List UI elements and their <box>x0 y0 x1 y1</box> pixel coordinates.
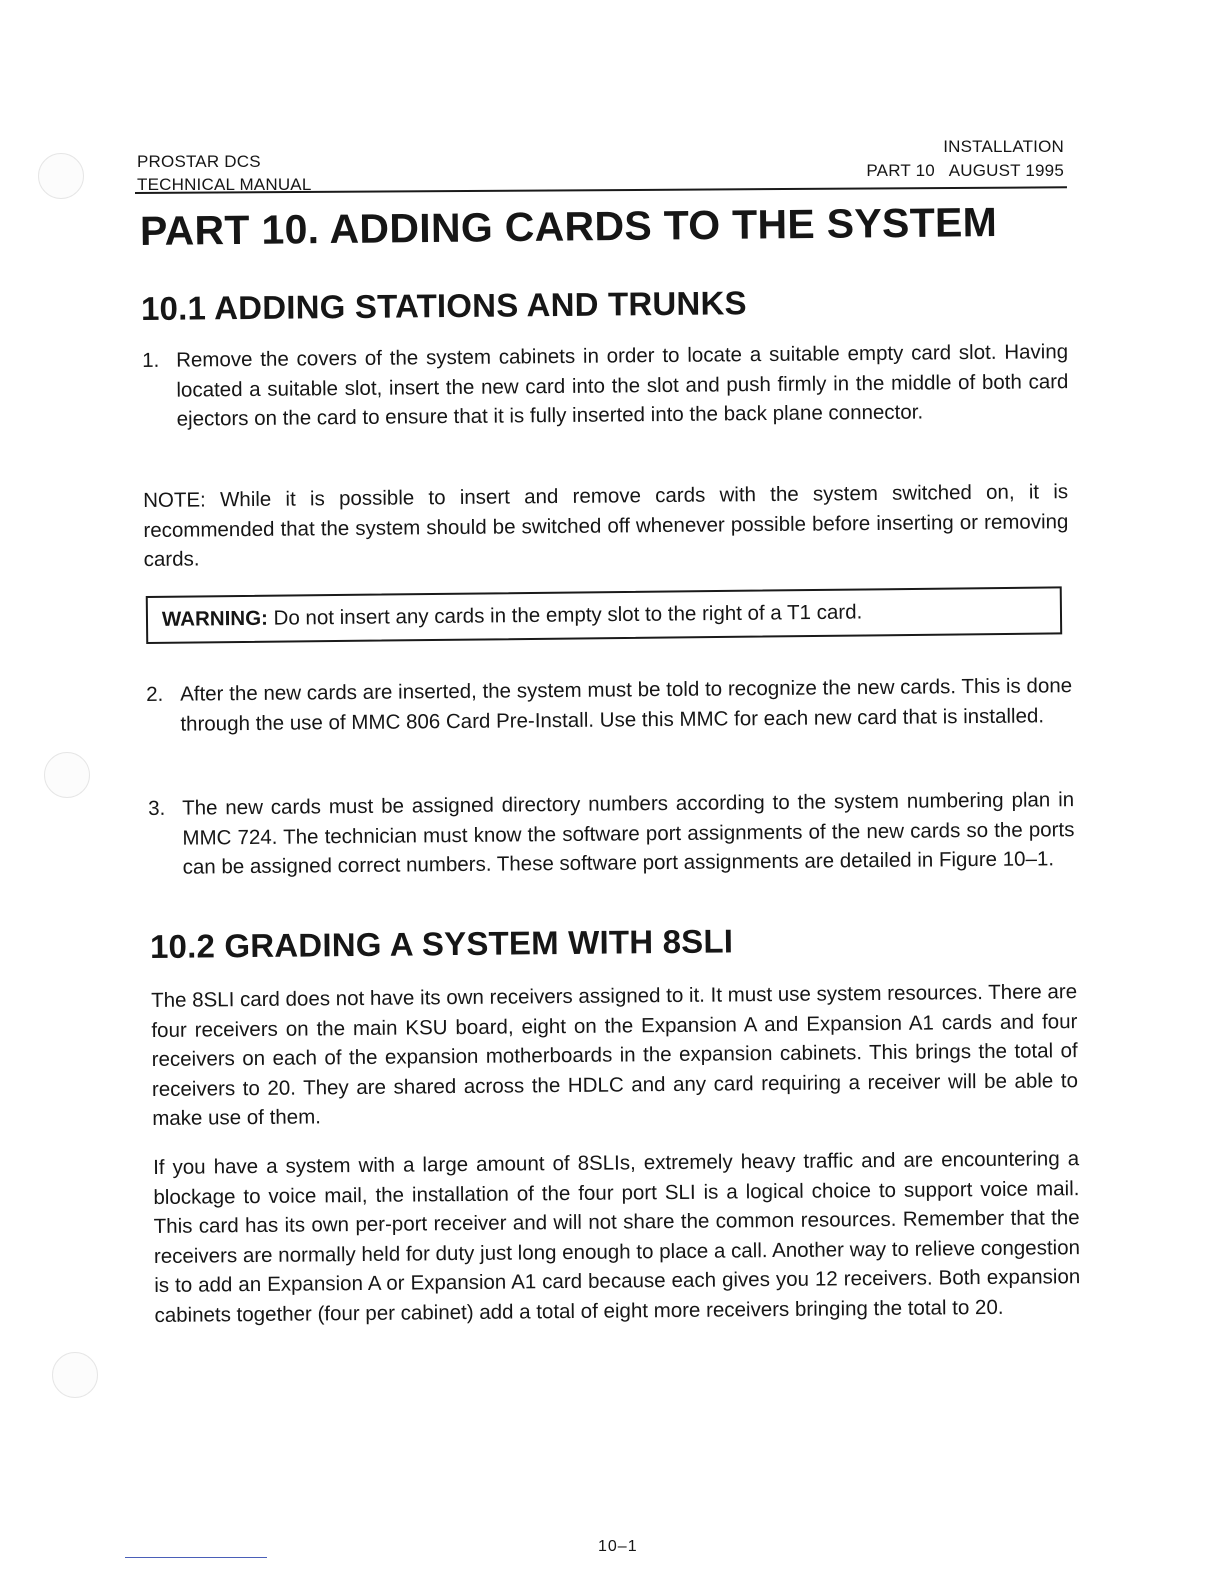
header-product: PROSTAR DCS <box>137 152 261 171</box>
page-number: 10–1 <box>598 1538 638 1555</box>
list-item-1 <box>142 337 1069 434</box>
warning-box <box>146 586 1062 644</box>
list-item-text: After the new cards are inserted, the system must be told to recognize the new cards. This is done through the use of MMC 806 Card Pre-Install. Use this MMC for each new card that is installed. <box>180 674 1073 736</box>
punch-hole-middle <box>44 752 90 798</box>
list-item-number: 3. <box>148 796 166 820</box>
note-paragraph: NOTE: While it is possible to insert and remove cards with the system switched on, it is recommended that the system should be switched off whenever possible before inserting or removing cards. <box>143 480 1069 571</box>
list-item-3 <box>148 785 1075 882</box>
header-left <box>137 150 312 196</box>
list-item-2 <box>146 671 1073 739</box>
page-title: PART 10. ADDING CARDS TO THE SYSTEM <box>139 199 998 254</box>
header-section: INSTALLATION <box>943 137 1064 156</box>
list-item-number: 2. <box>146 682 164 706</box>
grading-paragraph-2: If you have a system with a large amount of 8SLIs, extremely heavy traffic and are encountering a blockage to voice mail, the installation of the four port SLI is a logical choice to support voice mail. This card has its own per-port receiver and will not share the common resources. Remember that the receivers are normally held for duty just long enough to place a call. Another way to relieve congestion is to add an Expansion A or Expansion A1 card because each gives you 12 receivers. Both expansion cabinets together (four per cabinet) add a total of eight more receivers bringing the total to 20. <box>153 1147 1081 1327</box>
list-item-text: Remove the covers of the system cabinets in order to locate a suitable empty card slot. Having located a suitable slot, insert the new card into the slot and push firmly in the middle of both card ejectors on the card to ensure that it is fully inserted into the back plane connector. <box>176 340 1069 431</box>
header-right <box>866 135 1064 183</box>
warning-message: Do not insert any cards in the empty slot to the right of a T1 card. <box>267 600 863 630</box>
grading-paragraph-1: The 8SLI card does not have its own receivers assigned to it. It must use system resources. There are four receivers on the main KSU board, eight on the Expansion A and Expansion A1 cards and four receivers on each of the expansion motherboards in the expansion cabinets. This brings the total of receivers to 20. They are shared across the HDLC and any card requiring a receiver will be able to make use of them. <box>151 980 1079 1130</box>
section-heading-10-1: 10.1 ADDING STATIONS AND TRUNKS <box>140 284 747 327</box>
warning-text <box>162 600 863 631</box>
list-item-number: 1. <box>142 348 160 372</box>
header-manual: TECHNICAL MANUAL <box>137 175 312 194</box>
punch-hole-bottom <box>52 1352 98 1398</box>
list-item-text: The new cards must be assigned directory numbers according to the system numbering plan in MMC 724. The technician must know the software port assignments of the new cards so the ports can be assigned correct numbers. These software port assignments are detailed in Figure 10–1. <box>182 788 1075 879</box>
punch-hole-top <box>38 153 84 199</box>
footer-rule <box>125 1557 267 1558</box>
section-heading-10-2: 10.2 GRADING A SYSTEM WITH 8SLI <box>149 922 734 965</box>
header-part-date: PART 10 AUGUST 1995 <box>866 161 1064 180</box>
warning-label: WARNING: <box>161 606 269 631</box>
